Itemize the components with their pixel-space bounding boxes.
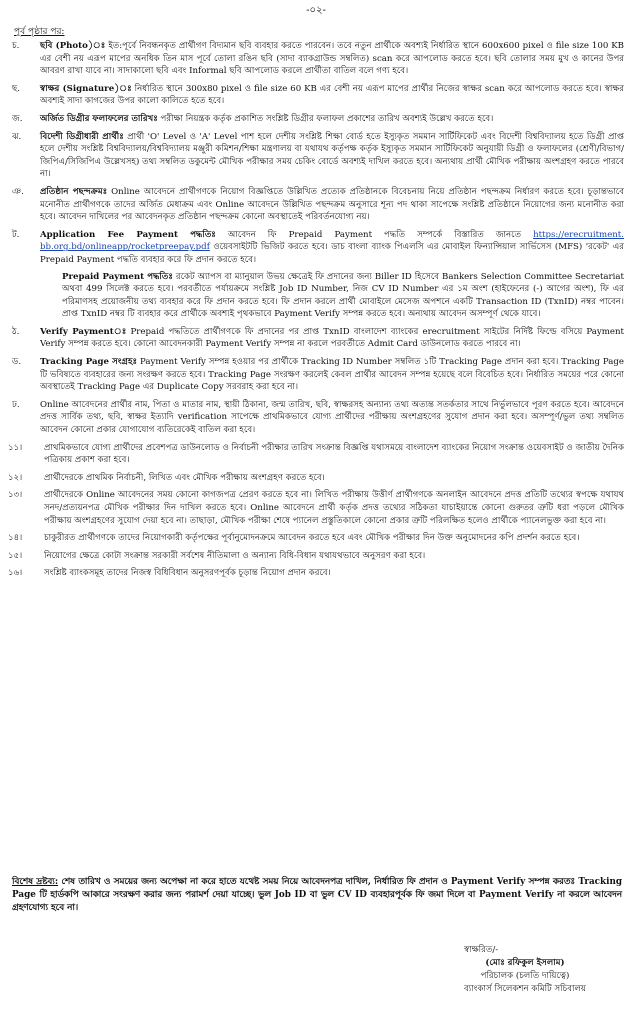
list-item [8,131,624,181]
signed-mark: স্বাক্ষরিত/- [464,945,499,955]
list-item [8,229,624,321]
list-item [8,40,624,78]
list-item [8,399,624,437]
item-text: প্রার্থীদেরকে প্রাথমিক নির্বাচনী, লিখিত এবং মৌখিক পরীক্ষায় অংশগ্রহণ করতে হবে। [44,472,325,483]
item-label: ১২। [8,472,23,483]
item-label: ১৪। [8,533,23,544]
special-note [12,876,622,915]
item-label: ঝ. [12,131,22,142]
item-title: Application Fee Payment পদ্ধতিঃ [40,229,216,240]
item-text-continued: ওয়েবসাইটটি ভিজিট করতে হবে। ডাচ বাংলা ব্যাংক পিএলসি এর মোবাইল ফিন্যান্সিয়াল সার্ভিসেস (MFS) 'রকেট' এর Prepaid Payment পদ্ধতি ব্যবহার করে ফি প্রদান করতে হবে। [40,242,624,265]
list-item [8,326,624,351]
list-item [8,550,624,563]
special-note-text: শেষ তারিখ ও সময়ের জন্য অপেক্ষা না করে হাতে যথেষ্ট সময় নিয়ে আবেদনপত্র দাখিল, নির্ধারিত ফি প্রদান ও Payment Verify সম্পন্ন করতঃ Tracking Page টি হার্ডকপি আকারে সংরক্ষণ করার জন্য পরামর্শ দেয়া যাচ্ছে। ভুল Job ID বা ভুল CV ID ব্যবহারপূর্বক ফি জমা দিলে বা Payment Verify না করলে আবেদন গ্রহণযোগ্য হবে না। [12,877,622,913]
item-text: নির্ধারিত স্থানে 300x80 pixel ও file size 60 KB এর বেশী নয় এরূপ মাপের প্রার্থীর নিজের স্বাক্ষর scan করে আপলোড করতে হবে। স্বাক্ষর অবশ্যই সাদা কাগজের উপর কালো কালিতে হতে হবে। [40,83,625,107]
instruction-list [8,40,624,585]
continued-note: পূর্ব পৃষ্ঠার পর: [14,27,65,37]
item-title: Tracking Page সংগ্রহঃ [40,357,138,368]
item-text: প্রার্থী 'O' Level ও 'A' Level পাশ হলে দেশীয় সংশ্লিষ্ট শিক্ষা বোর্ড হতে ইস্যুকৃত সমমান সার্টিফিকেট এবং বিদেশী বিশ্ববিদ্যালয় হতে ডিগ্রী প্রাপ্ত হলে দেশীয় সংশ্লিষ্ট বিশ্ববিদ্যালয়/বিশ্ববিদ্যালয় মঞ্জুরী কমিশন/শিক্ষা মন্ত্রণালয় বা যথাযথ কর্তৃপক্ষ কর্তৃক ইস্যুকৃত সমমান সার্টিফিকেট অনুযায়ী ডিগ্রী ও ফলাফলের (শ্রেণী/বিভাগ/জিপিএ/সিজিপিএ উল্লেখসহ) তথ্য সম্বলিত ডকুমেন্ট মৌখিক পরীক্ষার সময় চেকিং বোর্ডে অবশ্যই দাখিল করতে হবে। অন্যথায় প্রার্থী মৌখিক পরীক্ষায় অংশগ্রহণ করতে পারবে না। [40,131,624,180]
list-item [8,532,624,545]
item-text: Online আবেদনের প্রার্থীর নাম, পিতা ও মাতার নাম, স্থায়ী ঠিকানা, জন্ম তারিখ, ছবি, স্বাক্ষরসহ অন্যান্য তথ্য অত্যন্ত সতর্কতার সাথে নির্ভুলভাবে পূরণ করতে হবে। আবেদনে প্রদত্ত সার্বিক তথ্য, ছবি, স্বাক্ষর ইত্যাদি verification সাপেক্ষে প্রাথমিকভাবে যোগ্য প্রার্থীদের পরীক্ষায় অংশগ্রহণের সুযোগ প্রদান করা হবে। অসম্পূর্ণ/ভুল তথ্য সম্বলিত আবেদন কোনো প্রকার যোগাযোগ ব্যতিরেকেই বাতিল করা হবে। [40,399,624,436]
list-item [8,356,624,394]
item-text: Payment Verify সম্পন্ন হওয়ার পর প্রার্থীকে Tracking ID Number সম্বলিত ১টি Tracking Page প্রদান করা হবে। Tracking Page টি ভবিষ্যতে ব্যবহারের জন্য সংরক্ষণ করতে হবে। Tracking Page সংরক্ষণ করলেই কেবল প্রার্থীর আবেদন সম্পন্ন হয়েছে বলে বিবেচিত হবে। নির্ধারিত সময়ের পরে কোনো অবস্থাতেই Tracking Page এর Duplicate Copy সরবরাহ করা হবে না। [40,357,625,393]
item-label: চ. [12,41,20,51]
item-label: ঢ. [12,399,20,410]
item-text: Prepaid পদ্ধতিতে প্রার্থীগণকে ফি প্রদানের পর প্রাপ্ত TxnID বাংলাদেশ ব্যাংকের erecruitment সাইটের নির্দিষ্ট ফিল্ডে বসিয়ে Payment Verify সম্পন্ন করতে হবে। কোনো আবেদনকারী Payment Verify সম্পন্ন না করলে পরবর্তীতে Admit Card ডাউনলোড করতে পারবে না। [40,326,624,350]
item-label: ঞ. [12,186,24,197]
signatory-name: (মোঃ রফিকুল ইসলাম) [485,958,565,968]
item-text: চাকুরীরত প্রার্থীগণকে তাদের নিয়োগকারী কর্তৃপক্ষের পূর্বানুমোদনক্রমে আবেদন করতে হবে এবং মৌখিক পরীক্ষার দিন উক্ত অনুমোদনের কপি প্রদর্শন করতে হবে। [44,533,580,544]
item-title: ছবি (Photo)ঃ [40,41,106,51]
item-title: স্বাক্ষর (Signature)ঃ [40,83,132,94]
item-text: Online আবেদনে প্রার্থীগণকে নিয়োগ বিজ্ঞপ্তিতে উল্লিখিত প্রত্যেক প্রতিষ্ঠানকে বিবেচনায় নিয়ে প্রতিষ্ঠান পছন্দক্রম নির্ধারণ করতে হবে। চূড়ান্তভাবে মনোনীত প্রার্থীগণকে তাদের অর্জিত মেধাক্রম এবং Online আবেদনে উল্লিখিত পছন্দক্রম অনুসারে শূন্য পদ থাকা সাপেক্ষে সংশ্লিষ্ট প্রতিষ্ঠানে নিয়োগের জন্য মনোনীত করা হবে। আবেদন দাখিলের পর আবেদনকৃত প্রতিষ্ঠান পছন্দক্রম কোনো অবস্থাতেই পরিবর্তনযোগ্য নয়। [40,186,624,223]
list-item [8,186,624,224]
item-label: ঠ. [12,326,20,337]
item-label: ১১। [8,442,23,453]
list-item [8,489,624,527]
page-number: -০২- [306,5,326,16]
list-item [8,113,624,126]
item-title: Verify Paymentঃ [40,326,127,337]
item-label: ড. [12,357,22,368]
prepaid-payment-subsection [62,271,624,321]
item-text: আবেদন ফি Prepaid Payment পদ্ধতি সম্পর্কে বিস্তারিত জানতে [227,229,522,240]
item-label: ছ. [12,83,20,94]
list-item [8,83,624,108]
list-item [8,567,624,580]
signatory-designation: পরিচালক (চলতি দায়িত্বে) [480,971,570,981]
item-text: সংশ্লিষ্ট ব্যাংকসমূহ তাদের নিজস্ব বিধিবিধান অনুসরণপূর্বক চূড়ান্ত নিয়োগ প্রদান করবে। [44,568,331,579]
item-title: বিদেশী ডিগ্রীধারী প্রার্থীঃ [40,131,124,142]
item-label: ১৩। [8,490,23,501]
prepaid-guide-link[interactable]: https://erecruitment. bb.org.bd/onlineapp/rocketpreepay.pdf [40,229,624,253]
item-text: পরীক্ষা নিয়ন্ত্রক কর্তৃক প্রকাশিত সংশ্লিষ্ট ডিগ্রীর ফলাফল প্রকাশের তারিখ অবশ্যই উল্লেখ করতে হবে। [160,113,494,124]
item-label: ১৫। [8,550,23,561]
special-note-lead: বিশেষ দ্রষ্টব্য: [12,877,59,887]
sub-text: রকেট অ্যাপস বা ম্যানুয়াল উভয় ক্ষেত্রেই ফি প্রদানের জন্য Biller ID হিসেবে Bankers Selection Committee Secretariat অথবা 499 সিলেক্ট করতে হবে। পরবর্তীতে পর্যায়ক্রমে সংশ্লিষ্ট Job ID Number, নিজ CV ID Number এর ১ম অংশ (হাইফেনের (-) আগের অংশ), ফি এর পরিমাণসহ প্রয়োজনীয় তথ্য ব্যবহার করে ফি প্রদান করতে হবে। ফি প্রদান করলে প্রার্থী মোবাইলে মেসেজ অপশনে একটি Transaction ID (TxnID) নম্বর পাবেন। প্রাপ্ত TxnID নম্বর টি ব্যবহার করে প্রার্থীকে অবশ্যই পৃথকভাবে Payment Verify সম্পন্ন করতে হবে। অন্যথায় আবেদন অসম্পূর্ণ থেকে যাবে। [62,271,624,320]
item-text: ইত:পূর্বে নিবন্ধনকৃত প্রার্থীগণ বিদ্যমান ছবি ব্যবহার করতে পারবেন। তবে নতুন প্রার্থীকে অবশ্যই নির্ধারিত স্থানে 600x600 pixel ও file size 100 KB এর বেশী নয় এরূপ মাপের অনধিক তিন মাস পূর্বে তোলা রঙিন ছবি (সাদা ব্যাকগ্রাউন্ড সম্বলিত) scan করে আপলোড করতে হবে। ছবি তোলার সময় মুখ ও কানের উপর আবরণ রাখা যাবে না। সাদাকালো ছবি এবং Informal ছবি আপলোড করলে প্রার্থীতা বাতিল বলে গণ্য হবে। [40,41,624,77]
item-label: ট. [12,229,20,240]
item-label: ১৬। [8,568,23,579]
item-text: প্রার্থীদেরকে Online আবেদনের সময় কোনো কাগজপত্র প্রেরণ করতে হবে না। লিখিত পরীক্ষায় উত্তীর্ণ প্রার্থীগণকে অনলাইন আবেদনে প্রদত্ত প্রতিটি তথ্যের স্বপক্ষে যথাযথ সনদ/প্রত্যয়নপত্র মৌখিক পরীক্ষার দিন দাখিল করতে হবে। Online আবেদনে প্রার্থী কর্তৃক প্রদত্ত তথ্যের সঠিকতা যাচাইয়ান্তে কোনো গুরুতর ত্রুটি ধরা পড়লে মৌখিক পরীক্ষায় অংশগ্রহণের সুযোগ দেয়া হবে না। তাছাড়া, মৌখিক পরীক্ষা শেষে প্যানেল প্রস্তুতিকালে কোনো প্রকার ত্রুটি পরিলক্ষিত হলেও প্রার্থীকে প্যানেলভুক্ত করা হবে না। [44,490,624,526]
item-title: প্রতিষ্ঠান পছন্দক্রমঃ [40,186,108,197]
signatory-office: ব্যাংকার্স সিলেকশন কমিটি সচিবালয় [464,984,586,994]
item-label: জ. [12,113,23,124]
signature-block [430,944,620,996]
list-item [8,442,624,467]
sub-title: Prepaid Payment পদ্ধতিঃ [62,271,173,282]
item-title: অর্জিত ডিগ্রীর ফলাফলের তারিখঃ [40,113,158,124]
item-text: প্রাথমিকভাবে যোগ্য প্রার্থীদের প্রবেশপত্র ডাউনলোড ও নির্বাচনী পরীক্ষার তারিখ সংক্রান্ত বিজ্ঞপ্তি যথাসময়ে বাংলাদেশ ব্যাংকের নিয়োগ সংক্রান্ত ওয়েবসাইট ও জাতীয় দৈনিক পত্রিকায় প্রকাশ করা হবে। [44,442,624,466]
item-text: নিয়োগের ক্ষেত্রে কোটা সংক্রান্ত সরকারী সর্বশেষ নীতিমালা ও অন্যান্য বিধি-বিধান যথাযথভাবে অনুসরণ করা হবে। [44,550,426,561]
list-item [8,472,624,485]
